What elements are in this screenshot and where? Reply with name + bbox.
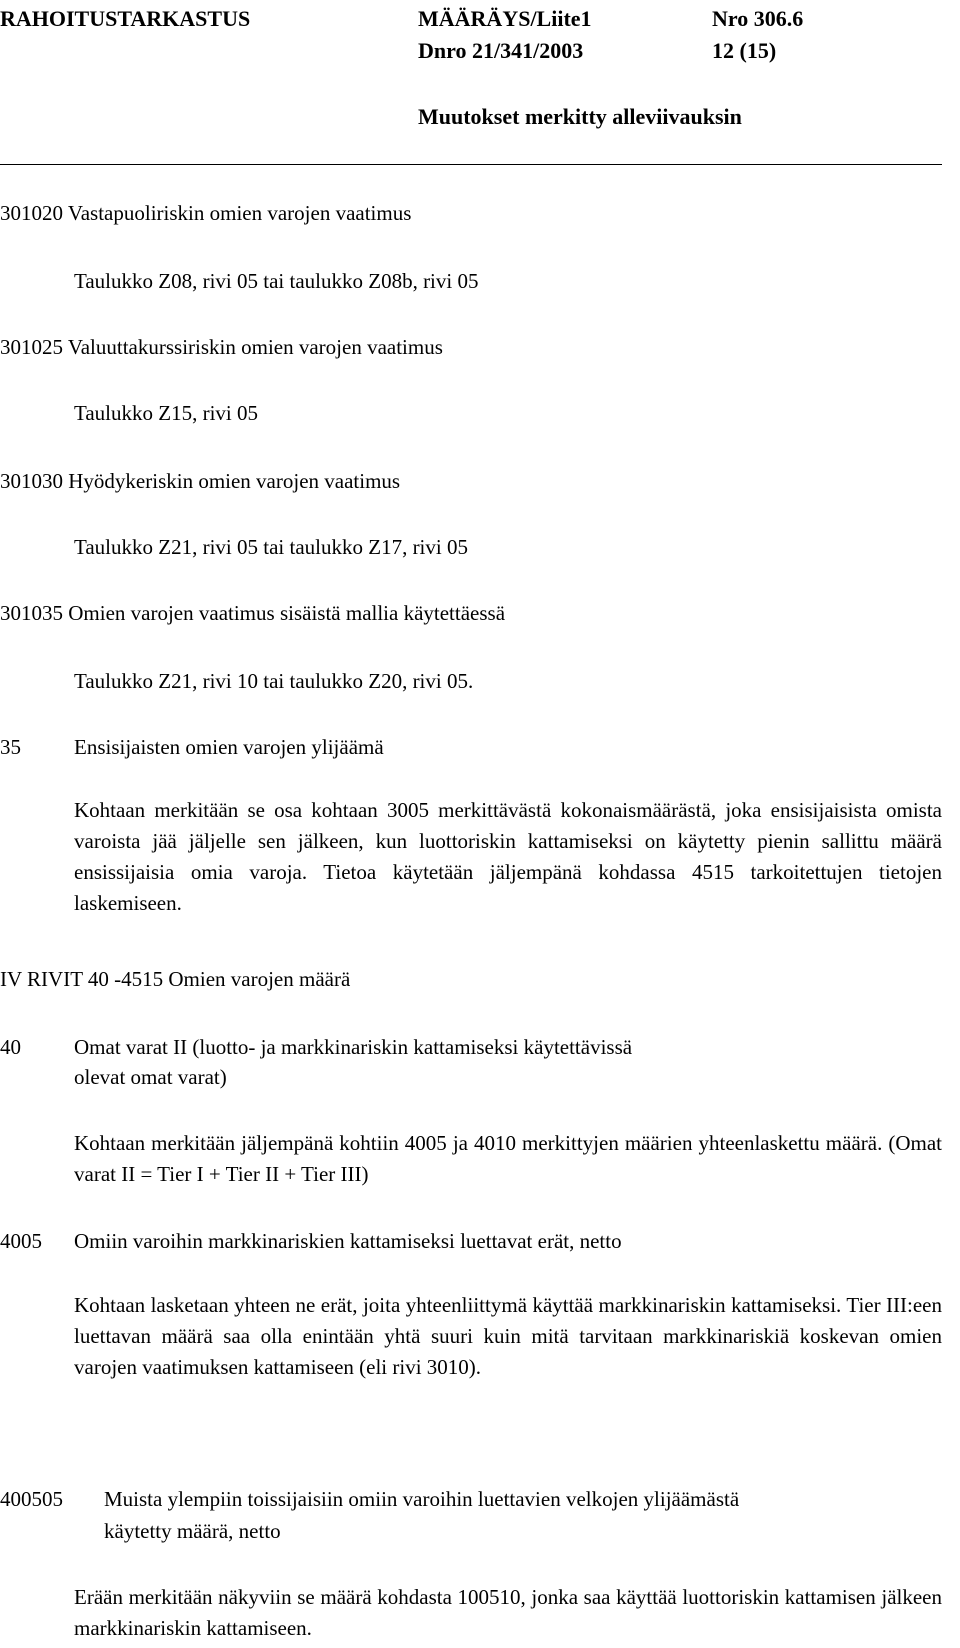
item-400505-title-line1: Muista ylempiin toissijaisiin omiin varoihin luettavien velkojen ylijäämästä	[104, 1487, 740, 1511]
item-40-number: 40	[0, 1035, 21, 1059]
item-301020-text: Taulukko Z08, rivi 05 tai taulukko Z08b, rivi 05	[74, 269, 479, 293]
item-301025-title: 301025 Valuuttakurssiriskin omien varojen vaatimus	[0, 335, 443, 359]
section-iv-heading: IV RIVIT 40 -4515 Omien varojen määrä	[0, 967, 351, 991]
item-400505-description: Erään merkitään näkyviin se määrä kohdasta 100510, jonka saa käyttää luottoriskin kattamisen jälkeen markkinariskin kattamiseen.	[74, 1585, 942, 1640]
item-301035-title: 301035 Omien varojen vaatimus sisäistä mallia käytettäessä	[0, 601, 506, 625]
item-301035-text: Taulukko Z21, rivi 10 tai taulukko Z20, rivi 05.	[74, 669, 474, 693]
item-4005-description: Kohtaan lasketaan yhteen ne erät, joita yhteenliittymä käyttää markkinariskin kattamiseksi. Tier III:een luettavan määrä saa olla enintään yhtä suuri kuin mitä tarvitaan markkinariskiä koskevan omien varojen vaatimuksen kattamiseen (eli rivi 3010).	[74, 1293, 942, 1379]
item-400505-title-line2: käytetty määrä, netto	[104, 1519, 281, 1543]
item-4005-number: 4005	[0, 1229, 42, 1253]
item-400505-number: 400505	[0, 1487, 63, 1511]
header-divider	[0, 164, 942, 165]
item-301020-title: 301020 Vastapuoliriskin omien varojen vaatimus	[0, 201, 412, 225]
item-35-description: Kohtaan merkitään se osa kohtaan 3005 merkittävästä kokonaismäärästä, joka ensisijaisista omista varoista jää jäljelle sen jälkeen, kun luottoriskin kattamiseksi on käytetty pienin sallittu määrä ensissijaisia omia varoja. Tietoa käytetään jäljempänä kohdassa 4515 tarkoitettujen tietojen laskemiseen.	[74, 798, 942, 915]
header-number: Nro 306.6	[712, 6, 804, 31]
header-left: RAHOITUSTARKASTUS	[0, 6, 251, 31]
item-40-title-line1: Omat varat II (luotto- ja markkinariskin kattamiseksi käytettävissä	[74, 1035, 633, 1059]
item-35-title: Ensisijaisten omien varojen ylijäämä	[74, 735, 384, 759]
item-301030-text: Taulukko Z21, rivi 05 tai taulukko Z17, rivi 05	[74, 535, 468, 559]
item-40-title-line2: olevat omat varat)	[74, 1065, 227, 1089]
item-35-number: 35	[0, 735, 21, 759]
header-dnro: Dnro 21/341/2003	[418, 38, 584, 63]
item-4005-title: Omiin varoihin markkinariskien kattamiseksi luettavat erät, netto	[74, 1229, 622, 1253]
item-40-description: Kohtaan merkitään jäljempänä kohtiin 4005 ja 4010 merkittyjen määrien yhteenlaskettu määrä. (Omat varat II = Tier I + Tier II + Tier III)	[74, 1131, 942, 1186]
item-301025-text: Taulukko Z15, rivi 05	[74, 401, 259, 425]
header-subtitle: Muutokset merkitty alleviivauksin	[418, 104, 742, 129]
header-page: 12 (15)	[712, 38, 777, 63]
item-301030-title: 301030 Hyödykeriskin omien varojen vaatimus	[0, 469, 401, 493]
header-doc-type: MÄÄRÄYS/Liite1	[418, 6, 592, 31]
